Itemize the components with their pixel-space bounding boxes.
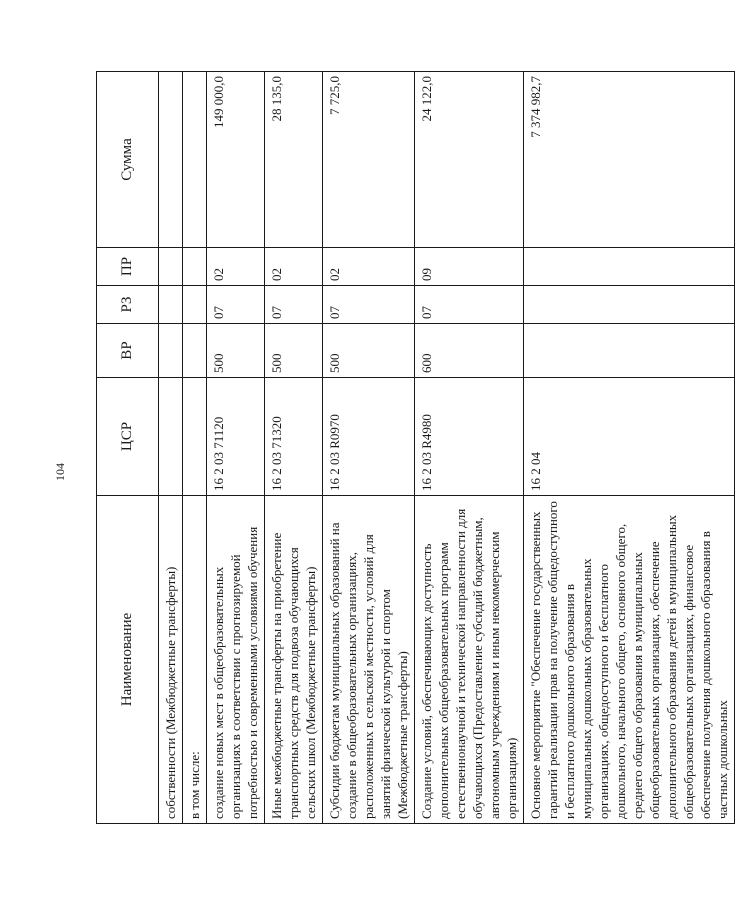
page-number: 104 <box>53 463 67 481</box>
row-name: Иные межбюджетные трансферты на приобретение транспортных средств для подвоза обучающихся сельских школ (Межбюджетные трансферты) <box>265 496 323 824</box>
table-row <box>323 72 415 824</box>
table-row <box>207 72 265 824</box>
row-rz: 07 <box>323 286 415 324</box>
row-csr: 16 2 04 <box>524 378 735 496</box>
row-csr: 16 2 03 R4980 <box>415 378 524 496</box>
row-pr <box>159 248 183 286</box>
row-sum: 7 374 982,7 <box>524 72 735 248</box>
header-pr: ПР <box>97 248 159 286</box>
header-vr: ВР <box>97 324 159 378</box>
row-sum: 24 122,0 <box>415 72 524 248</box>
row-vr: 600 <box>415 324 524 378</box>
row-pr <box>183 248 207 286</box>
row-vr: 500 <box>207 324 265 378</box>
row-sum: 149 000,0 <box>207 72 265 248</box>
row-rz: 07 <box>207 286 265 324</box>
row-name: собственности (Межбюджетные трансферты) <box>159 496 183 824</box>
header-sum: Сумма <box>97 72 159 248</box>
row-pr <box>524 248 735 286</box>
row-csr: 16 2 03 R0970 <box>323 378 415 496</box>
row-name: в том числе: <box>183 496 207 824</box>
row-rz <box>524 286 735 324</box>
row-name: Субсидии бюджетам муниципальных образований на создание в общеобразовательных организациях, расположенных в сельской местности, условий для занятий физической культурой и спортом (Межбюджетные трансферты) <box>323 496 415 824</box>
row-pr: 02 <box>323 248 415 286</box>
row-rz <box>183 286 207 324</box>
row-vr: 500 <box>265 324 323 378</box>
table-row <box>183 72 207 824</box>
row-vr <box>183 324 207 378</box>
row-name: создание новых мест в общеобразовательных организациях в соответствии с прогнозируемой потребностью и современными условиями обучения <box>207 496 265 824</box>
row-csr <box>183 378 207 496</box>
row-sum <box>183 72 207 248</box>
row-vr: 500 <box>323 324 415 378</box>
header-name: Наименование <box>97 496 159 824</box>
header-csr: ЦСР <box>97 378 159 496</box>
row-vr <box>524 324 735 378</box>
row-csr: 16 2 03 71320 <box>265 378 323 496</box>
row-pr: 09 <box>415 248 524 286</box>
row-csr: 16 2 03 71120 <box>207 378 265 496</box>
table-row <box>159 72 183 824</box>
row-pr: 02 <box>265 248 323 286</box>
row-rz: 07 <box>265 286 323 324</box>
table-row <box>265 72 323 824</box>
budget-table-rotated <box>96 72 730 824</box>
row-sum <box>159 72 183 248</box>
row-name: Создание условий, обеспечивающих доступность дополнительных общеобразовательных программ естественнонаучной и технической направленности для обучающихся (Предоставление субсидий бюджетным, автономным учреждениям и иным некоммерческим организациям) <box>415 496 524 824</box>
row-rz: 07 <box>415 286 524 324</box>
header-rz: РЗ <box>97 286 159 324</box>
row-name: Основное мероприятие "Обеспечение государственных гарантий реализации прав на получение общедоступного и бесплатного дошкольного образования в муниципальных дошкольных образовательных организациях, общедоступного и бесплатного дошкольного, начального общего, основного общего, среднего общего образования в муниципальных общеобразовательных организациях, обеспечение дополнительного образования детей в муниципальных общеобразовательных организациях, финансовое обеспечение получения дошкольного образования в частных дошкольных <box>524 496 735 824</box>
budget-table <box>96 71 735 824</box>
row-vr <box>159 324 183 378</box>
row-sum: 7 725,0 <box>323 72 415 248</box>
row-csr <box>159 378 183 496</box>
row-sum: 28 135,0 <box>265 72 323 248</box>
row-pr: 02 <box>207 248 265 286</box>
table-row <box>415 72 524 824</box>
table-row <box>524 72 735 824</box>
table-header-row <box>97 72 159 824</box>
row-rz <box>159 286 183 324</box>
